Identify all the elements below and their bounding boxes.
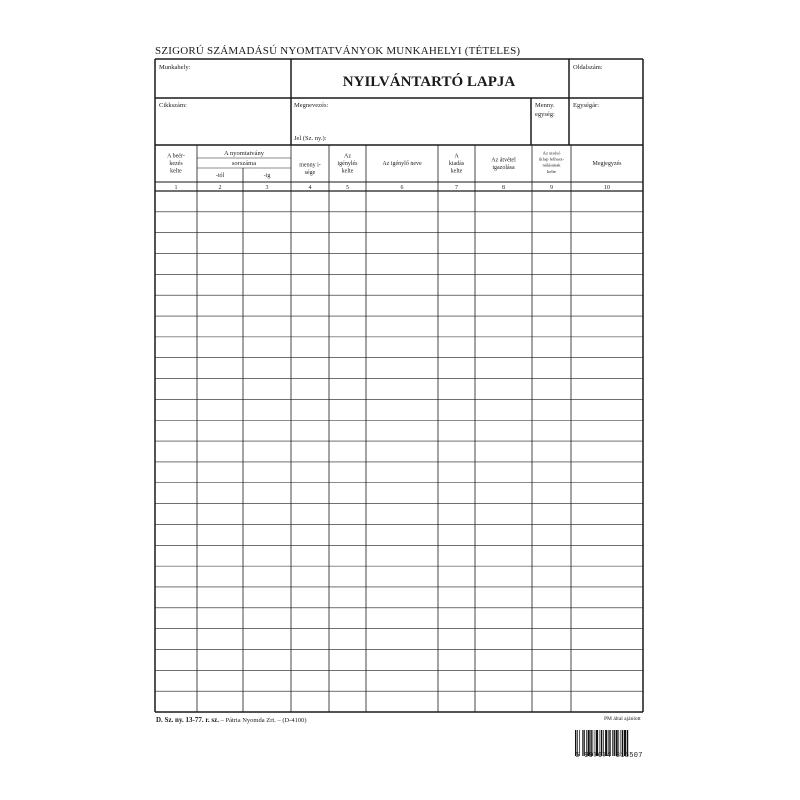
col5-header-0: Az — [344, 153, 351, 160]
jel-label: Jel (Sz. ny.): — [294, 135, 327, 142]
sub-header-label: sorszáma — [231, 160, 257, 167]
menny-label-1: Menny. — [535, 102, 555, 109]
column-number-5: 5 — [346, 185, 349, 191]
form-code: D. Sz. ny. 13-77. r. sz. — [156, 716, 219, 724]
column-number-10: 10 — [604, 185, 610, 191]
col3-header-0: -ig — [263, 173, 271, 180]
column-number-7: 7 — [455, 185, 458, 191]
menny-label-2: egység: — [535, 111, 555, 118]
col1-header-1: kezés — [169, 161, 183, 168]
barcode-digits: 5 997674 315507 — [575, 752, 643, 760]
col5-header-2: kelte — [341, 168, 354, 175]
megnevezes-label: Megnevezés: — [294, 102, 329, 109]
col7-header-0: A — [454, 153, 459, 160]
col10-header-0: Megjegyzés — [592, 161, 622, 168]
form-name: NYILVÁNTARTÓ LAPJA — [342, 74, 516, 90]
col1-header-2: kelte — [170, 168, 182, 175]
col9-header-2: nálásának — [542, 162, 561, 168]
col2-header-0: -tól — [215, 173, 225, 180]
recommended-note: PM által ajánlott — [604, 716, 641, 722]
col7-header-1: kiadás — [448, 161, 465, 168]
munkahely-label: Munkahely: — [159, 64, 191, 71]
column-number-4: 4 — [308, 185, 312, 191]
col8-header-0: Az átvétel — [491, 157, 516, 164]
cikkszam-label: Cikkszám: — [159, 102, 187, 109]
egysegar-label: Egységár: — [573, 102, 599, 109]
col8-header-1: igazolása — [492, 164, 515, 171]
col9-header-1: űrlap felhasz- — [538, 156, 565, 162]
col1-header-0: A beér- — [167, 153, 185, 160]
col4-header-1: sége — [304, 169, 316, 176]
column-number-2: 2 — [218, 185, 222, 191]
col9-header-0: Az utolsó — [542, 150, 561, 156]
column-number-9: 9 — [550, 185, 553, 191]
column-number-3: 3 — [265, 185, 269, 191]
column-number-8: 8 — [502, 185, 505, 191]
footer-code-line — [156, 716, 307, 724]
oldalszam-label: Oldalszám: — [573, 64, 603, 71]
publisher-info: – Pátria Nyomda Zrt. – (D-4100) — [220, 717, 307, 724]
form-texts — [159, 64, 622, 191]
form-title: SZIGORÚ SZÁMADÁSÚ NYOMTATVÁNYOK MUNKAHELYI (TÉTELES) — [155, 45, 521, 57]
col7-header-2: kelte — [450, 168, 463, 175]
column-number-6: 6 — [400, 185, 404, 191]
column-number-1: 1 — [174, 185, 178, 191]
col5-header-1: igénylés — [337, 161, 358, 168]
group-header-label: A nyomtatvány — [224, 150, 264, 157]
col6-header-0: Az igénylő neve — [382, 161, 422, 168]
col9-header-3: kelte — [547, 168, 556, 174]
col4-header-0: menny i- — [299, 162, 321, 169]
